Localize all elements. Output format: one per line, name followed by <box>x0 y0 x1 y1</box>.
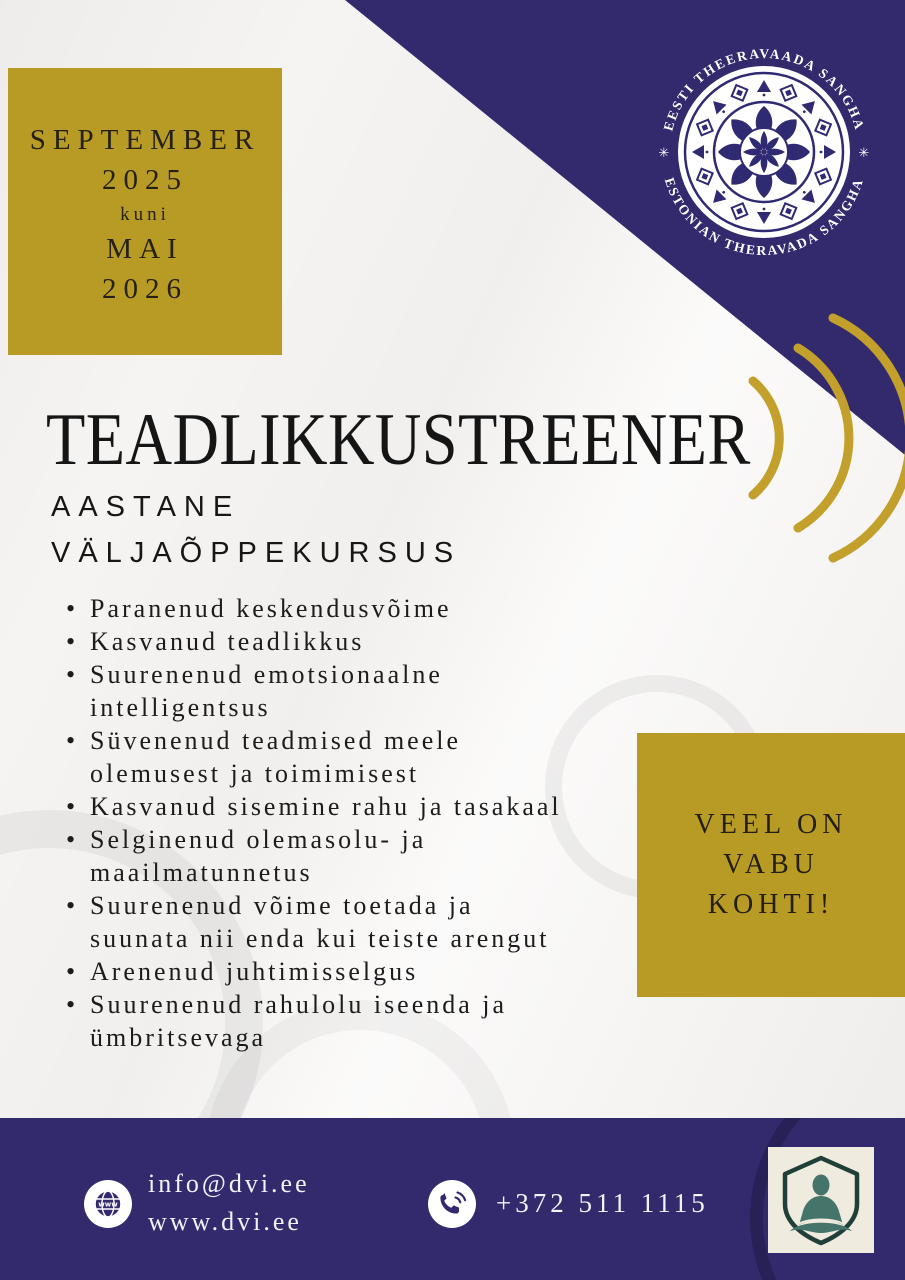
benefit-item: • Süvenenud teadmised meele olemusest ja toimimisest <box>60 724 562 790</box>
page-subtitle <box>51 484 461 576</box>
benefit-item: • Paranenud keskendusvõime <box>60 592 562 625</box>
benefit-item: • Arenenud juhtimisselgus <box>60 955 562 988</box>
date-connector: kuni <box>120 204 170 225</box>
contact-phone[interactable]: +372 511 1115 <box>496 1188 709 1218</box>
contact-block <box>148 1165 310 1241</box>
seal-text-top: EESTI THEERAVAADA SANGHA <box>660 45 868 133</box>
availability-line-1: VEEL ON <box>694 809 848 840</box>
subtitle-line-2: VÄLJAÕPPEKURSUS <box>51 537 462 569</box>
benefit-item: • Suurenenud emotsionaalne intelligentsus <box>60 658 562 724</box>
subtitle-line-1: AASTANE <box>51 491 241 523</box>
footer <box>0 1118 905 1280</box>
benefit-item: • Suurenenud rahulolu iseenda ja ümbritsevaga <box>60 988 562 1054</box>
availability-line-2: VABU <box>723 849 819 880</box>
availability-box <box>637 733 905 997</box>
benefit-item: • Selginenud olemasolu- ja maailmatunnetus <box>60 823 562 889</box>
date-year-end: 2026 <box>102 273 188 305</box>
globe-icon <box>84 1180 132 1228</box>
contact-website[interactable]: www.dvi.ee <box>148 1207 302 1236</box>
theravada-sangha-seal <box>659 47 869 257</box>
contact-email[interactable]: info@dvi.ee <box>148 1169 310 1198</box>
benefit-item: • Kasvanud teadlikkus <box>60 625 562 658</box>
seal-text-bottom: ESTONIAN THERAVADA SANGHA <box>661 175 867 259</box>
date-year-start: 2025 <box>102 164 188 196</box>
availability-line-3: KOHTI! <box>707 889 835 920</box>
phone-icon <box>428 1180 476 1228</box>
page-title: TEADLIKKUSTREENER <box>46 399 751 481</box>
date-box <box>8 68 282 355</box>
date-month-end: MAI <box>106 233 184 265</box>
svg-text:www: www <box>98 1200 118 1209</box>
benefit-item: • Kasvanud sisemine rahu ja tasakaal <box>60 790 562 823</box>
date-month-start: SEPTEMBER <box>29 124 261 156</box>
benefits-list <box>60 592 562 1054</box>
seal-star-left-icon: ✳ <box>658 146 670 161</box>
meditation-shield-logo <box>768 1147 874 1253</box>
seal-star-right-icon: ✳ <box>858 146 870 161</box>
seal-lotus <box>718 106 810 198</box>
benefit-item: • Suurenenud võime toetada ja suunata nii enda kui teiste arengut <box>60 889 562 955</box>
